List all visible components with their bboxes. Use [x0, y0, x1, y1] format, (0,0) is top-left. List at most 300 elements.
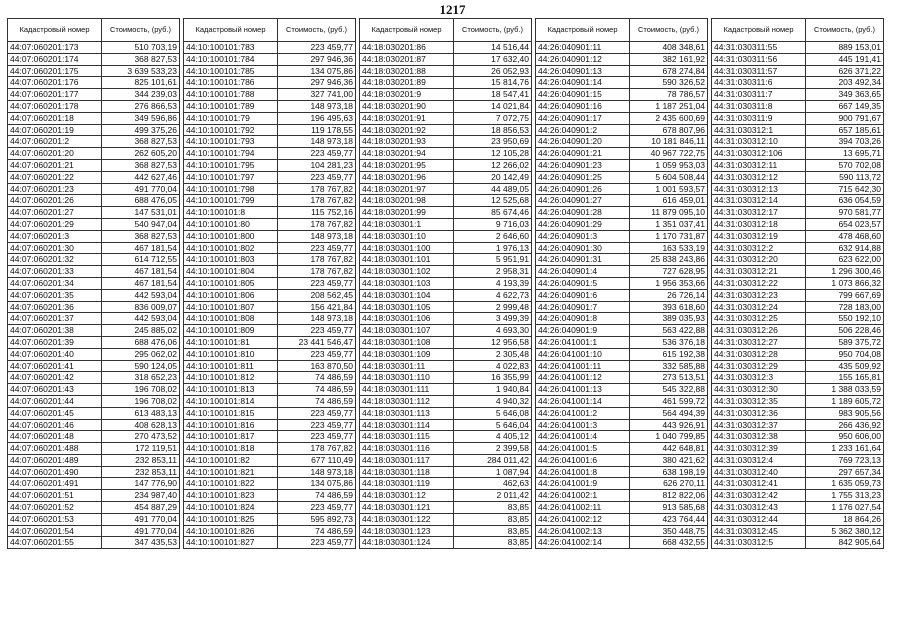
cost-cell: 85 674,46	[454, 207, 532, 219]
table-row	[8, 419, 180, 431]
table-row	[536, 490, 708, 502]
table-row	[712, 313, 884, 325]
cadastral-number-cell: 44:31:030312:24	[712, 301, 806, 313]
cadastral-number-cell: 44:18:030201:90	[360, 100, 454, 112]
table-row	[536, 89, 708, 101]
cost-cell: 273 513,51	[630, 372, 708, 384]
cadastral-number-cell: 44:10:100101:805	[184, 277, 278, 289]
cadastral-number-cell: 44:10:100101:826	[184, 525, 278, 537]
table-row	[184, 136, 356, 148]
cost-cell: 4 693,30	[454, 325, 532, 337]
cost-cell: 545 322,88	[630, 384, 708, 396]
cadastral-number-cell: 44:10:100101:808	[184, 313, 278, 325]
cadastral-number-cell: 44:18:030301:116	[360, 443, 454, 455]
table-row	[360, 112, 532, 124]
table-row	[712, 136, 884, 148]
cost-cell: 12 525,68	[454, 195, 532, 207]
cadastral-number-cell: 44:10:100101:804	[184, 266, 278, 278]
cadastral-number-cell: 44:31:030312:12	[712, 171, 806, 183]
table-row	[184, 313, 356, 325]
cadastral-number-cell: 44:26:040901:16	[536, 100, 630, 112]
cost-cell: 550 192,10	[806, 313, 884, 325]
cost-cell: 540 947,04	[102, 218, 180, 230]
table-row	[8, 395, 180, 407]
cost-cell: 223 459,77	[278, 348, 356, 360]
cost-cell: 382 161,92	[630, 53, 708, 65]
cost-cell: 270 473,52	[102, 431, 180, 443]
cadastral-number-cell: 44:31:030312:2	[712, 242, 806, 254]
table-row	[184, 301, 356, 313]
table-row	[360, 431, 532, 443]
table-row	[360, 454, 532, 466]
table-row	[536, 325, 708, 337]
table-row	[360, 407, 532, 419]
cadastral-number-cell: 44:18:030301:11	[360, 360, 454, 372]
cadastral-number-cell: 44:31:030312:4	[712, 454, 806, 466]
table-row	[184, 277, 356, 289]
table-row	[8, 537, 180, 549]
table-row	[536, 230, 708, 242]
cadastral-number-cell: 44:07:060201:38	[8, 325, 102, 337]
table-row	[712, 159, 884, 171]
cadastral-number-cell: 44:10:100101:825	[184, 513, 278, 525]
table-row	[712, 230, 884, 242]
cost-cell: 1 189 605,72	[806, 395, 884, 407]
table-row	[360, 443, 532, 455]
table-row	[712, 65, 884, 77]
cost-cell: 5 604 508,44	[630, 171, 708, 183]
table-row	[8, 53, 180, 65]
table-row	[184, 431, 356, 443]
table-row	[360, 313, 532, 325]
cadastral-number-cell: 44:18:030301:124	[360, 537, 454, 549]
cost-cell: 349 596,86	[102, 112, 180, 124]
table-row	[360, 207, 532, 219]
table-row	[8, 466, 180, 478]
cost-cell: 812 822,06	[630, 490, 708, 502]
cost-cell: 1 001 593,57	[630, 183, 708, 195]
table-row	[8, 301, 180, 313]
cost-cell: 478 468,60	[806, 230, 884, 242]
cost-cell: 677 110,49	[278, 454, 356, 466]
table-row	[8, 478, 180, 490]
cadastral-number-cell: 44:10:100101:806	[184, 289, 278, 301]
cadastral-number-cell: 44:07:060201:490	[8, 466, 102, 478]
table-row	[360, 171, 532, 183]
table-row	[8, 100, 180, 112]
cadastral-number-cell: 44:10:100101:817	[184, 431, 278, 443]
cost-cell: 678 807,96	[630, 124, 708, 136]
table-row	[184, 289, 356, 301]
cost-cell: 350 448,75	[630, 525, 708, 537]
cadastral-number-cell: 44:31:030311:8	[712, 100, 806, 112]
table-row	[536, 100, 708, 112]
table-row	[8, 65, 180, 77]
cost-cell: 623 622,00	[806, 254, 884, 266]
table-row	[536, 384, 708, 396]
cost-cell: 688 476,05	[102, 195, 180, 207]
cadastral-number-cell: 44:18:030301:104	[360, 289, 454, 301]
table-row	[712, 124, 884, 136]
cadastral-number-cell: 44:31:030312:40	[712, 466, 806, 478]
table-row	[8, 112, 180, 124]
table-row	[536, 372, 708, 384]
header-cost: Стоимость, (руб.)	[102, 19, 180, 42]
table-row	[712, 42, 884, 54]
table-row	[360, 348, 532, 360]
cadastral-number-cell: 44:10:100101:788	[184, 89, 278, 101]
cost-cell: 25 838 243,86	[630, 254, 708, 266]
cadastral-number-cell: 44:07:060201:40	[8, 348, 102, 360]
cadastral-number-cell: 44:18:030301:1	[360, 218, 454, 230]
cost-cell: 178 767,82	[278, 218, 356, 230]
table-row	[712, 513, 884, 525]
cadastral-number-cell: 44:31:030312:38	[712, 431, 806, 443]
table-row	[536, 478, 708, 490]
cadastral-number-cell: 44:26:040901:31	[536, 254, 630, 266]
cost-cell: 14 021,84	[454, 100, 532, 112]
table-row	[536, 348, 708, 360]
table-row	[712, 466, 884, 478]
cost-cell: 74 486,59	[278, 384, 356, 396]
cost-cell: 83,85	[454, 525, 532, 537]
cost-cell: 232 853,11	[102, 466, 180, 478]
cadastral-number-cell: 44:31:030312:14	[712, 195, 806, 207]
table-row	[360, 502, 532, 514]
cost-cell: 208 562,45	[278, 289, 356, 301]
header-cadastral-number: Кадастровый номер	[712, 19, 806, 42]
cadastral-number-cell: 44:26:041001:14	[536, 395, 630, 407]
table-row	[712, 419, 884, 431]
cadastral-number-cell: 44:31:030312:30	[712, 384, 806, 396]
cost-cell: 950 704,08	[806, 348, 884, 360]
cadastral-number-cell: 44:18:030201:92	[360, 124, 454, 136]
table-row	[360, 159, 532, 171]
cost-cell: 234 987,40	[102, 490, 180, 502]
cost-cell: 423 764,44	[630, 513, 708, 525]
cadastral-number-cell: 44:26:040901:3	[536, 230, 630, 242]
table-row	[712, 289, 884, 301]
cost-cell: 148 973,18	[278, 466, 356, 478]
cost-cell: 626 371,22	[806, 65, 884, 77]
table-row	[536, 513, 708, 525]
cadastral-number-cell: 44:31:030312:35	[712, 395, 806, 407]
cadastral-number-cell: 44:26:040901:23	[536, 159, 630, 171]
cadastral-number-cell: 44:07:060201:48	[8, 431, 102, 443]
table-row	[360, 490, 532, 502]
cost-cell: 4 193,39	[454, 277, 532, 289]
cadastral-number-cell: 44:07:060201:23	[8, 183, 102, 195]
cost-cell: 889 153,01	[806, 42, 884, 54]
table-row	[360, 65, 532, 77]
table-row	[360, 277, 532, 289]
cadastral-number-cell: 44:31:030311:6	[712, 77, 806, 89]
cost-table-4	[535, 18, 707, 549]
cadastral-number-cell: 44:31:030312:23	[712, 289, 806, 301]
table-row	[8, 242, 180, 254]
cadastral-number-cell: 44:10:100101:799	[184, 195, 278, 207]
table-row	[536, 159, 708, 171]
cost-cell: 1 976,13	[454, 242, 532, 254]
table-row	[8, 372, 180, 384]
cadastral-number-cell: 44:07:060201:44	[8, 395, 102, 407]
table-row	[536, 537, 708, 549]
cadastral-number-cell: 44:10:100101:783	[184, 42, 278, 54]
cadastral-number-cell: 44:18:030301:119	[360, 478, 454, 490]
table-row	[184, 443, 356, 455]
cost-cell: 12 266,02	[454, 159, 532, 171]
cadastral-number-cell: 44:10:100101:812	[184, 372, 278, 384]
cadastral-number-cell: 44:07:060201:39	[8, 336, 102, 348]
table-row	[360, 218, 532, 230]
cost-cell: 18 856,53	[454, 124, 532, 136]
cadastral-number-cell: 44:10:100101:80	[184, 218, 278, 230]
table-row	[8, 136, 180, 148]
cadastral-number-cell: 44:26:040901:5	[536, 277, 630, 289]
cadastral-number-cell: 44:07:060201:43	[8, 384, 102, 396]
cost-cell: 1 087,94	[454, 466, 532, 478]
cadastral-number-cell: 44:26:041001:11	[536, 360, 630, 372]
table-row	[184, 384, 356, 396]
cost-cell: 1 351 037,41	[630, 218, 708, 230]
cost-cell: 615 192,38	[630, 348, 708, 360]
table-row	[712, 478, 884, 490]
table-row	[712, 454, 884, 466]
cadastral-number-cell: 44:18:030201:94	[360, 148, 454, 160]
cost-cell: 570 702,08	[806, 159, 884, 171]
cost-cell: 223 459,77	[278, 431, 356, 443]
cost-cell: 23 950,69	[454, 136, 532, 148]
cadastral-number-cell: 44:26:040901:13	[536, 65, 630, 77]
cadastral-number-cell: 44:26:040901:17	[536, 112, 630, 124]
table-row	[360, 419, 532, 431]
table-row	[712, 171, 884, 183]
table-row	[712, 301, 884, 313]
cadastral-number-cell: 44:07:060201:2	[8, 136, 102, 148]
cost-cell: 297 657,34	[806, 466, 884, 478]
cost-cell: 223 459,77	[278, 325, 356, 337]
table-row	[8, 254, 180, 266]
table-row	[8, 159, 180, 171]
table-row	[536, 301, 708, 313]
cadastral-number-cell: 44:31:030312:43	[712, 502, 806, 514]
cost-cell: 970 581,77	[806, 207, 884, 219]
cadastral-number-cell: 44:10:100101:807	[184, 301, 278, 313]
table-row	[184, 42, 356, 54]
table-row	[8, 490, 180, 502]
cadastral-number-cell: 44:26:041001:9	[536, 478, 630, 490]
cadastral-number-cell: 44:18:030301:123	[360, 525, 454, 537]
table-row	[8, 513, 180, 525]
cadastral-number-cell: 44:26:041001:5	[536, 443, 630, 455]
cadastral-number-cell: 44:10:100101:786	[184, 77, 278, 89]
table-row	[536, 454, 708, 466]
cost-cell: 2 305,48	[454, 348, 532, 360]
cost-cell: 78 786,57	[630, 89, 708, 101]
cost-cell: 2 999,48	[454, 301, 532, 313]
cadastral-number-cell: 44:18:030201:88	[360, 65, 454, 77]
cost-cell: 564 494,39	[630, 407, 708, 419]
cost-cell: 1 956 353,66	[630, 277, 708, 289]
table-row	[712, 407, 884, 419]
cadastral-number-cell: 44:26:041001:4	[536, 431, 630, 443]
cadastral-number-cell: 44:18:030301:111	[360, 384, 454, 396]
table-row	[536, 53, 708, 65]
cadastral-number-cell: 44:18:030201:98	[360, 195, 454, 207]
cadastral-number-cell: 44:26:041001:10	[536, 348, 630, 360]
cadastral-number-cell: 44:10:100101:824	[184, 502, 278, 514]
cadastral-number-cell: 44:31:030312:10	[712, 136, 806, 148]
table-row	[360, 124, 532, 136]
cadastral-number-cell: 44:26:041002:14	[536, 537, 630, 549]
cost-cell: 266 436,92	[806, 419, 884, 431]
cost-cell: 638 198,19	[630, 466, 708, 478]
cadastral-number-cell: 44:10:100101:821	[184, 466, 278, 478]
table-row	[536, 360, 708, 372]
cadastral-number-cell: 44:10:100101:798	[184, 183, 278, 195]
cost-cell: 368 827,53	[102, 159, 180, 171]
header-cadastral-number: Кадастровый номер	[184, 19, 278, 42]
cost-cell: 491 770,04	[102, 513, 180, 525]
cost-cell: 3 639 533,23	[102, 65, 180, 77]
cost-cell: 636 054,59	[806, 195, 884, 207]
table-row	[360, 513, 532, 525]
cadastral-number-cell: 44:10:100101:823	[184, 490, 278, 502]
cost-cell: 1 755 313,23	[806, 490, 884, 502]
cadastral-number-cell: 44:07:060201:174	[8, 53, 102, 65]
cost-cell: 4 022,83	[454, 360, 532, 372]
cost-cell: 7 072,75	[454, 112, 532, 124]
cadastral-number-cell: 44:10:100101:803	[184, 254, 278, 266]
table-row	[360, 478, 532, 490]
cadastral-number-cell: 44:18:030301:117	[360, 454, 454, 466]
cost-cell: 467 181,54	[102, 242, 180, 254]
cadastral-number-cell: 44:18:030201:87	[360, 53, 454, 65]
cost-cell: 678 274,84	[630, 65, 708, 77]
table-row	[536, 289, 708, 301]
cost-cell: 616 459,01	[630, 195, 708, 207]
cost-cell: 394 703,26	[806, 136, 884, 148]
cost-cell: 1 187 251,04	[630, 100, 708, 112]
cost-cell: 667 149,35	[806, 100, 884, 112]
table-row	[536, 277, 708, 289]
cadastral-number-cell: 44:26:040901:15	[536, 89, 630, 101]
cost-cell: 380 421,62	[630, 454, 708, 466]
cadastral-number-cell: 44:26:040901:30	[536, 242, 630, 254]
cost-cell: 368 827,53	[102, 136, 180, 148]
cadastral-number-cell: 44:10:100101:822	[184, 478, 278, 490]
cost-cell: 203 492,34	[806, 77, 884, 89]
table-row	[360, 372, 532, 384]
table-row	[536, 183, 708, 195]
cost-cell: 668 432,55	[630, 537, 708, 549]
table-row	[712, 490, 884, 502]
table-row	[8, 443, 180, 455]
cadastral-number-cell: 44:10:100101:82	[184, 454, 278, 466]
cadastral-number-cell: 44:18:030301:110	[360, 372, 454, 384]
cadastral-number-cell: 44:26:040901:27	[536, 195, 630, 207]
cadastral-number-cell: 44:31:030312:20	[712, 254, 806, 266]
table-row	[536, 466, 708, 478]
cost-cell: 284 011,42	[454, 454, 532, 466]
cadastral-number-cell: 44:07:060201:29	[8, 218, 102, 230]
table-row	[712, 384, 884, 396]
cadastral-number-cell: 44:07:060201:176	[8, 77, 102, 89]
cost-cell: 178 767,82	[278, 254, 356, 266]
table-row	[536, 266, 708, 278]
table-row	[712, 100, 884, 112]
cost-cell: 18 547,41	[454, 89, 532, 101]
table-row	[184, 100, 356, 112]
cadastral-number-cell: 44:18:030301:101	[360, 254, 454, 266]
cost-cell: 119 178,55	[278, 124, 356, 136]
table-row	[360, 360, 532, 372]
cost-cell: 445 191,41	[806, 53, 884, 65]
cadastral-number-cell: 44:07:060201:41	[8, 360, 102, 372]
cadastral-number-cell: 44:31:030312:44	[712, 513, 806, 525]
cost-cell: 825 101,61	[102, 77, 180, 89]
cost-cell: 40 967 722,75	[630, 148, 708, 160]
cadastral-number-cell: 44:10:100101:792	[184, 124, 278, 136]
table-header-row	[360, 19, 532, 42]
table-row	[8, 360, 180, 372]
cadastral-number-cell: 44:10:100101:814	[184, 395, 278, 407]
table-row	[360, 254, 532, 266]
cost-cell: 14 516,44	[454, 42, 532, 54]
table-row	[536, 242, 708, 254]
cost-cell: 148 973,18	[278, 230, 356, 242]
cadastral-number-cell: 44:31:030312:11	[712, 159, 806, 171]
cadastral-number-cell: 44:26:041001:6	[536, 454, 630, 466]
cost-cell: 5 646,04	[454, 419, 532, 431]
table-row	[184, 466, 356, 478]
cadastral-number-cell: 44:07:060201:42	[8, 372, 102, 384]
table-row	[8, 266, 180, 278]
cost-cell: 17 632,40	[454, 53, 532, 65]
table-row	[712, 348, 884, 360]
cadastral-number-cell: 44:26:041001:3	[536, 419, 630, 431]
table-row	[8, 277, 180, 289]
cadastral-number-cell: 44:18:030201:93	[360, 136, 454, 148]
cost-cell: 148 973,18	[278, 136, 356, 148]
table-row	[184, 195, 356, 207]
table-row	[184, 53, 356, 65]
cost-cell: 10 181 846,11	[630, 136, 708, 148]
table-row	[360, 537, 532, 549]
table-row	[712, 89, 884, 101]
table-row	[184, 112, 356, 124]
cost-cell: 1 635 059,73	[806, 478, 884, 490]
table-row	[536, 136, 708, 148]
table-row	[360, 100, 532, 112]
cadastral-number-cell: 44:18:030301:107	[360, 325, 454, 337]
cost-cell: 983 905,56	[806, 407, 884, 419]
table-row	[184, 478, 356, 490]
cost-cell: 297 946,36	[278, 53, 356, 65]
cadastral-number-cell: 44:18:030301:112	[360, 395, 454, 407]
cadastral-number-cell: 44:07:060201:18	[8, 112, 102, 124]
cadastral-number-cell: 44:31:030312:25	[712, 313, 806, 325]
cadastral-number-cell: 44:26:041002:13	[536, 525, 630, 537]
cost-cell: 9 716,03	[454, 218, 532, 230]
table-row	[360, 89, 532, 101]
cost-cell: 590 113,72	[806, 171, 884, 183]
cadastral-number-cell: 44:26:040901:21	[536, 148, 630, 160]
cadastral-number-cell: 44:18:030301:102	[360, 266, 454, 278]
cadastral-cost-table	[7, 18, 180, 549]
cadastral-number-cell: 44:18:030301:100	[360, 242, 454, 254]
cost-cell: 913 585,68	[630, 502, 708, 514]
